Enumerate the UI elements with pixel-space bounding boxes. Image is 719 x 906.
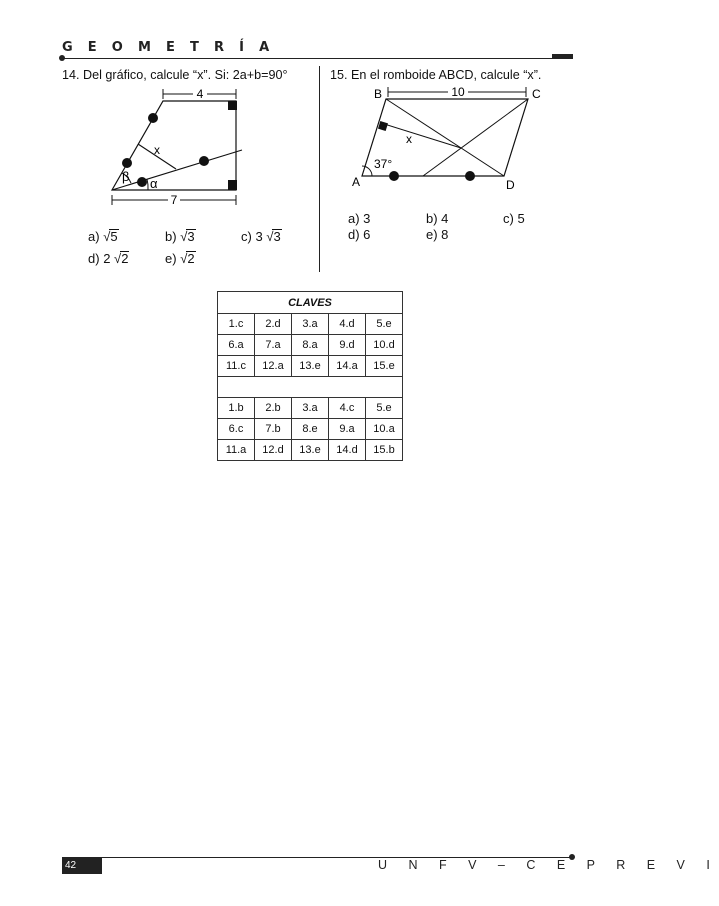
table-cell: 6.a: [218, 335, 255, 356]
table-cell: 10.a: [366, 419, 403, 440]
table-cell: 2.d: [255, 314, 292, 335]
q14-option-a: [88, 229, 119, 244]
table-cell: 15.e: [366, 356, 403, 377]
header-bar: [552, 54, 573, 59]
q15-statement: [330, 68, 541, 82]
q14-dot-2: [122, 158, 132, 168]
q14-option-d-radicand: 2: [121, 251, 129, 266]
table-cell: 4.c: [329, 398, 366, 419]
q14-option-d: [88, 251, 129, 266]
table-cell: 8.a: [292, 335, 329, 356]
table-cell: 2.b: [255, 398, 292, 419]
q14-alpha-arc: [147, 179, 148, 190]
q14-number: 14.: [62, 68, 80, 82]
q14-x-label: x: [154, 143, 160, 157]
table-cell: 13.e: [292, 356, 329, 377]
q15-option-e: e) 8: [426, 227, 449, 242]
q15-vertex-b: B: [374, 87, 383, 101]
header-rule: [62, 58, 572, 59]
table-cell: 3.a: [292, 314, 329, 335]
q14-trapezoid: [112, 101, 236, 190]
q15-text: En el romboide ABCD, calcule “x”.: [351, 68, 542, 82]
header-title: G E O M E T R Í A: [62, 40, 275, 55]
table-cell: 9.a: [329, 419, 366, 440]
table-row: [218, 440, 403, 461]
table-row: [218, 335, 403, 356]
q14-option-a-radicand: 5: [110, 229, 118, 244]
q14-option-b-label: b): [165, 229, 177, 244]
q15-option-b: b) 4: [426, 211, 449, 226]
q14-option-d-label: d): [88, 251, 100, 266]
q14-option-e-label: e): [165, 251, 177, 266]
q14-option-c-coef: 3: [255, 229, 263, 244]
q15-top-dimension: [388, 85, 526, 99]
q14-bottom-length: 7: [170, 193, 178, 207]
table-cell: 5.e: [366, 314, 403, 335]
q14-option-b-radicand: 3: [187, 229, 195, 244]
q14-right-angle-top: [228, 101, 237, 110]
q15-dot-1: [389, 171, 399, 181]
q14-dot-4: [137, 177, 147, 187]
q14-option-a-label: a): [88, 229, 100, 244]
q14-option-e-radicand: 2: [187, 251, 195, 266]
table-row: [218, 356, 403, 377]
q14-top-length: 4: [196, 87, 204, 101]
table-row-blank: [218, 377, 403, 398]
table-cell: 6.c: [218, 419, 255, 440]
q15-top-length: 10: [451, 85, 465, 99]
q14-option-e: [165, 251, 196, 266]
q15-vertex-a: A: [352, 175, 361, 189]
table-cell: 12.a: [255, 356, 292, 377]
q15-number: 15.: [330, 68, 348, 82]
table-row: [218, 314, 403, 335]
q15-vertex-c: C: [532, 87, 541, 101]
table-cell: 12.d: [255, 440, 292, 461]
table-cell: 7.a: [255, 335, 292, 356]
sqrt-icon: √: [180, 251, 188, 266]
q14-bottom-dimension: [112, 193, 236, 207]
table-cell: 11.a: [218, 440, 255, 461]
q14-statement: [62, 68, 288, 82]
q14-top-dimension: [163, 87, 236, 101]
table-cell: 3.a: [292, 398, 329, 419]
sqrt-icon: √: [180, 229, 188, 244]
q15-right-angle: [378, 121, 388, 131]
footer-org: U N F V – C E P R E V I: [378, 858, 719, 872]
claves-title: CLAVES: [218, 292, 403, 314]
table-row: [218, 398, 403, 419]
table-cell: 11.c: [218, 356, 255, 377]
q15-diagonal-c: [423, 99, 528, 176]
q15-option-d: d) 6: [348, 227, 371, 242]
q15-vertex-d: D: [506, 178, 515, 192]
q14-alpha-label: α: [150, 176, 158, 191]
q15-segment-x: [381, 123, 461, 148]
table-row: [218, 419, 403, 440]
q15-figure: [348, 82, 558, 194]
claves-table: [217, 291, 403, 461]
q14-beta-label: β: [122, 169, 130, 184]
column-divider: [319, 66, 320, 272]
sqrt-icon: √: [266, 229, 274, 244]
sqrt-icon: √: [114, 251, 122, 266]
q14-option-b: [165, 229, 196, 244]
q14-dot-1: [148, 113, 158, 123]
q14-dot-3: [199, 156, 209, 166]
table-cell: 14.a: [329, 356, 366, 377]
table-cell: 1.b: [218, 398, 255, 419]
sqrt-icon: √: [103, 229, 111, 244]
table-cell: 10.d: [366, 335, 403, 356]
table-blank-cell: [218, 377, 403, 398]
table-cell: 5.e: [366, 398, 403, 419]
table-cell: 1.c: [218, 314, 255, 335]
q15-option-a: a) 3: [348, 211, 371, 226]
table-cell: 7.b: [255, 419, 292, 440]
table-cell: 4.d: [329, 314, 366, 335]
q14-option-c-label: c): [241, 229, 252, 244]
q15-diagonal-bd: [386, 99, 504, 176]
q14-figure: [100, 82, 260, 212]
table-cell: 9.d: [329, 335, 366, 356]
table-cell: 14.d: [329, 440, 366, 461]
q15-angle-label: 37°: [374, 157, 393, 171]
q14-right-angle-bottom: [228, 180, 237, 190]
q15-dot-2: [465, 171, 475, 181]
q15-x-label: x: [406, 132, 412, 146]
q14-text: Del gráfico, calcule “x”. Si: 2a+b=90°: [83, 68, 288, 82]
table-cell: 13.e: [292, 440, 329, 461]
q14-option-d-coef: 2: [103, 251, 111, 266]
q14-option-c-radicand: 3: [273, 229, 281, 244]
table-cell: 8.e: [292, 419, 329, 440]
table-cell: 15.b: [366, 440, 403, 461]
page-number: 42: [62, 858, 102, 874]
q14-option-c: [241, 229, 282, 244]
q15-option-c: c) 5: [503, 211, 525, 226]
